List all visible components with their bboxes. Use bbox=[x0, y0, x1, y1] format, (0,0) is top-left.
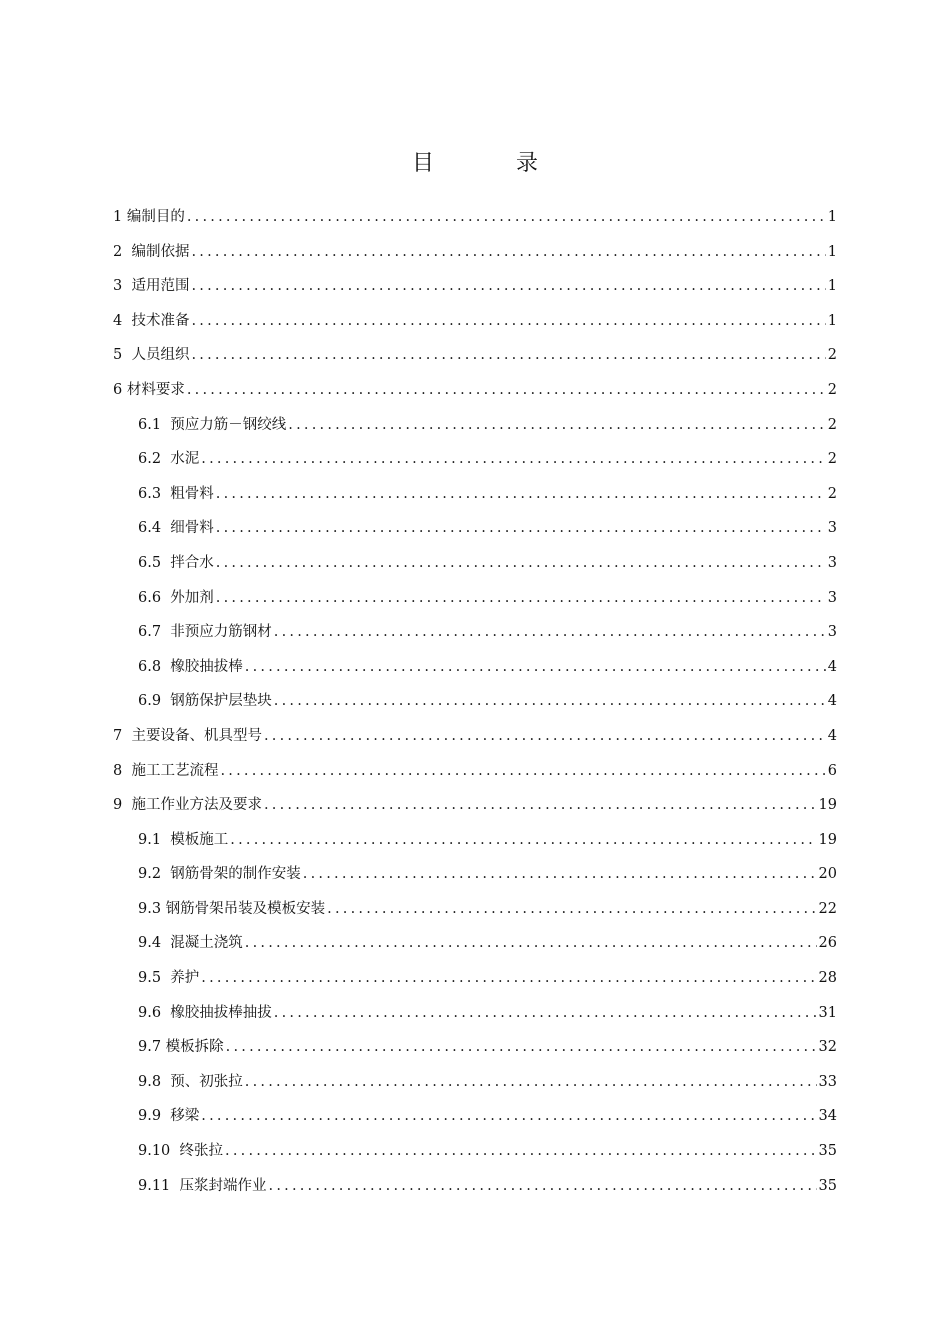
toc-entry[interactable] bbox=[113, 828, 837, 863]
toc-entry-page-number: 4 bbox=[827, 727, 837, 744]
toc-entry[interactable] bbox=[113, 482, 837, 517]
toc-entry-label: 9.1 模板施工 bbox=[138, 831, 229, 848]
toc-entry[interactable] bbox=[113, 1139, 837, 1174]
toc-entry-label: 9.6 橡胶抽拔棒抽拔 bbox=[138, 1004, 272, 1021]
toc-entry[interactable] bbox=[113, 309, 837, 344]
toc-leader-dots bbox=[191, 313, 825, 329]
toc-leader-dots bbox=[274, 693, 826, 709]
toc-leader-dots bbox=[274, 1005, 817, 1021]
toc-leader-dots bbox=[191, 347, 825, 363]
toc-entry-page-number: 33 bbox=[818, 1073, 837, 1090]
toc-entry[interactable] bbox=[113, 551, 837, 586]
toc-entry-page-number: 2 bbox=[827, 485, 837, 502]
toc-leader-dots bbox=[201, 970, 816, 986]
toc-entry[interactable] bbox=[113, 1104, 837, 1139]
toc-entry[interactable] bbox=[113, 516, 837, 551]
toc-leader-dots bbox=[187, 382, 826, 398]
toc-entry-label: 6.3 粗骨料 bbox=[138, 485, 214, 502]
table-of-contents bbox=[113, 205, 837, 1208]
toc-entry[interactable] bbox=[113, 620, 837, 655]
toc-leader-dots bbox=[191, 278, 825, 294]
toc-entry[interactable] bbox=[113, 240, 837, 275]
toc-entry-label: 9.9 移梁 bbox=[138, 1108, 200, 1125]
toc-leader-dots bbox=[288, 417, 825, 433]
toc-entry-label: 6.8 橡胶抽拔棒 bbox=[138, 658, 243, 675]
toc-entry-page-number: 35 bbox=[818, 1177, 837, 1194]
toc-entry-page-number: 1 bbox=[827, 243, 837, 260]
toc-leader-dots bbox=[220, 763, 825, 779]
toc-entry[interactable] bbox=[113, 274, 837, 309]
toc-entry-label: 9.10 终张拉 bbox=[138, 1143, 224, 1160]
toc-entry-label: 9.7 模板拆除 bbox=[138, 1039, 224, 1056]
toc-leader-dots bbox=[191, 244, 825, 260]
toc-entry-page-number: 19 bbox=[818, 831, 837, 848]
toc-leader-dots bbox=[187, 209, 826, 225]
toc-entry-label: 6.2 水泥 bbox=[138, 451, 200, 468]
toc-entry-label: 6.4 细骨料 bbox=[138, 520, 214, 537]
toc-leader-dots bbox=[264, 797, 817, 813]
toc-entry-page-number: 20 bbox=[818, 866, 837, 883]
toc-entry-page-number: 1 bbox=[827, 278, 837, 295]
toc-entry-label: 6.1 预应力筋－钢绞线 bbox=[138, 416, 287, 433]
toc-entry-page-number: 28 bbox=[818, 970, 837, 987]
toc-entry-page-number: 2 bbox=[827, 451, 837, 468]
toc-entry-page-number: 1 bbox=[827, 312, 837, 329]
toc-entry[interactable] bbox=[113, 793, 837, 828]
toc-leader-dots bbox=[303, 866, 817, 882]
toc-leader-dots bbox=[225, 1143, 817, 1159]
toc-leader-dots bbox=[269, 1178, 817, 1194]
toc-entry-label: 9.5 养护 bbox=[138, 970, 200, 987]
toc-entry-page-number: 35 bbox=[818, 1143, 837, 1160]
toc-entry-label: 1 编制目的 bbox=[113, 209, 185, 225]
toc-entry[interactable] bbox=[113, 724, 837, 759]
toc-leader-dots bbox=[327, 901, 816, 917]
toc-entry-label: 6.7 非预应力筋钢材 bbox=[138, 624, 272, 641]
toc-entry-page-number: 22 bbox=[818, 900, 837, 917]
toc-entry[interactable] bbox=[113, 759, 837, 794]
toc-entry-page-number: 3 bbox=[827, 520, 837, 537]
toc-leader-dots bbox=[245, 659, 826, 675]
toc-entry-label: 8 施工工艺流程 bbox=[113, 762, 219, 779]
toc-entry[interactable] bbox=[113, 1035, 837, 1070]
toc-entry-label: 9.8 预、初张拉 bbox=[138, 1073, 243, 1090]
toc-leader-dots bbox=[230, 832, 816, 848]
toc-entry-page-number: 4 bbox=[827, 658, 837, 675]
toc-entry[interactable] bbox=[113, 343, 837, 378]
toc-entry-label: 9.2 钢筋骨架的制作安装 bbox=[138, 866, 301, 883]
toc-entry-page-number: 4 bbox=[827, 693, 837, 710]
toc-entry[interactable] bbox=[113, 862, 837, 897]
toc-leader-dots bbox=[226, 1039, 817, 1055]
toc-entry-page-number: 6 bbox=[827, 762, 837, 779]
toc-entry[interactable] bbox=[113, 1001, 837, 1036]
toc-entry-label: 9 施工作业方法及要求 bbox=[113, 797, 262, 814]
toc-entry-page-number: 2 bbox=[827, 381, 837, 398]
toc-entry[interactable] bbox=[113, 586, 837, 621]
toc-entry-page-number: 3 bbox=[827, 589, 837, 606]
page-title: 目 录 bbox=[411, 151, 568, 176]
toc-entry[interactable] bbox=[113, 966, 837, 1001]
toc-entry-label: 6.6 外加剂 bbox=[138, 589, 214, 606]
toc-entry-label: 6.9 钢筋保护层垫块 bbox=[138, 693, 272, 710]
toc-leader-dots bbox=[201, 1108, 816, 1124]
toc-entry-page-number: 1 bbox=[827, 209, 837, 225]
toc-entry-label: 2 编制依据 bbox=[113, 243, 190, 260]
toc-entry-page-number: 26 bbox=[818, 935, 837, 952]
toc-entry-label: 7 主要设备、机具型号 bbox=[113, 727, 262, 744]
toc-entry-label: 6.5 拌合水 bbox=[138, 554, 214, 571]
toc-entry-page-number: 31 bbox=[818, 1004, 837, 1021]
toc-entry-label: 9.11 压浆封端作业 bbox=[138, 1177, 267, 1194]
toc-entry[interactable] bbox=[113, 413, 837, 448]
toc-entry-label: 9.3 钢筋骨架吊装及模板安装 bbox=[138, 900, 326, 917]
toc-entry-label: 4 技术准备 bbox=[113, 312, 190, 329]
toc-leader-dots bbox=[201, 451, 825, 467]
toc-entry[interactable] bbox=[113, 655, 837, 690]
toc-entry[interactable] bbox=[113, 689, 837, 724]
toc-leader-dots bbox=[216, 590, 826, 606]
toc-entry[interactable] bbox=[113, 897, 837, 932]
toc-entry-page-number: 3 bbox=[827, 554, 837, 571]
toc-entry[interactable] bbox=[113, 931, 837, 966]
toc-leader-dots bbox=[216, 555, 826, 571]
toc-entry[interactable] bbox=[113, 1174, 837, 1209]
toc-entry-page-number: 2 bbox=[827, 416, 837, 433]
toc-leader-dots bbox=[245, 935, 817, 951]
toc-entry-label: 9.4 混凝土浇筑 bbox=[138, 935, 243, 952]
toc-entry[interactable] bbox=[113, 205, 837, 240]
toc-entry[interactable] bbox=[113, 447, 837, 482]
toc-leader-dots bbox=[264, 728, 826, 744]
toc-entry-page-number: 32 bbox=[818, 1039, 837, 1056]
toc-entry-label: 6 材料要求 bbox=[113, 381, 185, 398]
toc-entry-page-number: 19 bbox=[818, 797, 837, 814]
toc-entry-page-number: 3 bbox=[827, 624, 837, 641]
toc-leader-dots bbox=[245, 1074, 817, 1090]
toc-entry-page-number: 34 bbox=[818, 1108, 837, 1125]
toc-entry-label: 5 人员组织 bbox=[113, 347, 190, 364]
toc-entry[interactable] bbox=[113, 378, 837, 413]
toc-entry-label: 3 适用范围 bbox=[113, 278, 190, 295]
toc-entry-page-number: 2 bbox=[827, 347, 837, 364]
toc-leader-dots bbox=[216, 520, 826, 536]
toc-leader-dots bbox=[274, 624, 826, 640]
toc-entry[interactable] bbox=[113, 1070, 837, 1105]
toc-leader-dots bbox=[216, 486, 826, 502]
